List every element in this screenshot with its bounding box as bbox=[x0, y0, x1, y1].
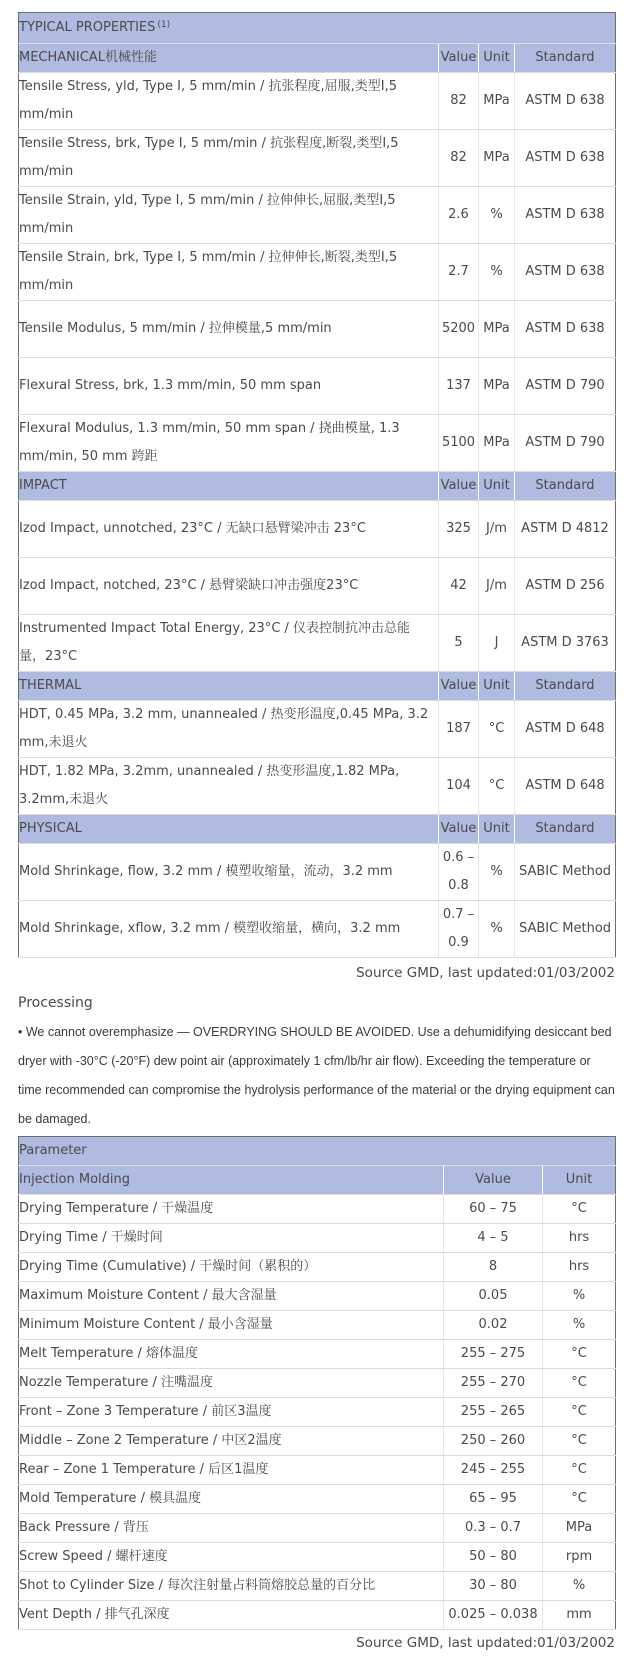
property-standard: SABIC Method bbox=[515, 901, 616, 958]
processing-value: 60 – 75 bbox=[444, 1195, 543, 1224]
property-label: Flexural Modulus, 1.3 mm/min, 50 mm span / 挠曲模量, 1.3 mm/min, 50 mm 跨距 bbox=[19, 415, 439, 472]
property-value: 2.6 bbox=[439, 187, 479, 244]
property-value: 5200 bbox=[439, 301, 479, 358]
property-row bbox=[19, 501, 616, 558]
section-header: PHYSICAL bbox=[19, 815, 439, 844]
processing-unit: % bbox=[543, 1282, 616, 1311]
processing-label: Drying Time / 干燥时间 bbox=[19, 1224, 444, 1253]
properties-title-note: (1) bbox=[157, 20, 171, 30]
value-header: Value bbox=[439, 815, 479, 844]
processing-label: Back Pressure / 背压 bbox=[19, 1514, 444, 1543]
parameter-header: Parameter bbox=[19, 1137, 616, 1166]
processing-label: Drying Time (Cumulative) / 干燥时间（累积的） bbox=[19, 1253, 444, 1282]
property-standard: ASTM D 790 bbox=[515, 415, 616, 472]
property-label: Tensile Strain, brk, Type I, 5 mm/min / 拉伸伸长,断裂,类型I,5 mm/min bbox=[19, 244, 439, 301]
processing-label: Front – Zone 3 Temperature / 前区3温度 bbox=[19, 1398, 444, 1427]
section-header: THERMAL bbox=[19, 672, 439, 701]
property-row bbox=[19, 701, 616, 758]
standard-header: Standard bbox=[515, 472, 616, 501]
property-standard: ASTM D 648 bbox=[515, 758, 616, 815]
processing-label: Screw Speed / 螺杆速度 bbox=[19, 1543, 444, 1572]
property-standard: SABIC Method bbox=[515, 844, 616, 901]
processing-source: Source GMD, last updated:01/03/2002 bbox=[356, 1635, 615, 1651]
processing-parameter-header-row bbox=[19, 1137, 616, 1166]
processing-value: 0.05 bbox=[444, 1282, 543, 1311]
processing-value: 255 – 275 bbox=[444, 1340, 543, 1369]
property-value: 82 bbox=[439, 130, 479, 187]
processing-row bbox=[19, 1456, 616, 1485]
processing-unit: °C bbox=[543, 1369, 616, 1398]
property-label: Tensile Stress, yld, Type I, 5 mm/min / 抗张程度,屈服,类型I,5 mm/min bbox=[19, 73, 439, 130]
property-standard: ASTM D 790 bbox=[515, 358, 616, 415]
property-value: 137 bbox=[439, 358, 479, 415]
property-row bbox=[19, 844, 616, 901]
processing-unit: °C bbox=[543, 1195, 616, 1224]
property-unit: % bbox=[479, 844, 515, 901]
property-label: HDT, 0.45 MPa, 3.2 mm, unannealed / 热变形温度,0.45 MPa, 3.2 mm,未退火 bbox=[19, 701, 439, 758]
property-row bbox=[19, 615, 616, 672]
property-value: 5100 bbox=[439, 415, 479, 472]
processing-unit: rpm bbox=[543, 1543, 616, 1572]
property-standard: ASTM D 638 bbox=[515, 301, 616, 358]
processing-unit: mm bbox=[543, 1601, 616, 1630]
property-value: 5 bbox=[439, 615, 479, 672]
property-row bbox=[19, 73, 616, 130]
processing-value: 8 bbox=[444, 1253, 543, 1282]
processing-row bbox=[19, 1601, 616, 1630]
processing-row bbox=[19, 1514, 616, 1543]
unit-header: Unit bbox=[479, 672, 515, 701]
processing-value: 250 – 260 bbox=[444, 1427, 543, 1456]
processing-unit: °C bbox=[543, 1427, 616, 1456]
processing-note: • We cannot overemphasize — OVERDRYING SHOULD BE AVOIDED. Use a dehumidifying desiccant bed dryer with -30°C (-20°F) dew point air (approximately 1 cfm/lb/hr air flow). Exceeding the temperature or time recommended can compromise the hydrolysis performance of the material or the drying equipment can be damaged. bbox=[18, 1025, 615, 1126]
property-value: 42 bbox=[439, 558, 479, 615]
property-row bbox=[19, 187, 616, 244]
processing-value: 0.02 bbox=[444, 1311, 543, 1340]
standard-header: Standard bbox=[515, 815, 616, 844]
property-unit: J bbox=[479, 615, 515, 672]
property-standard: ASTM D 648 bbox=[515, 701, 616, 758]
standard-header: Standard bbox=[515, 672, 616, 701]
processing-label: Melt Temperature / 熔体温度 bbox=[19, 1340, 444, 1369]
processing-row bbox=[19, 1398, 616, 1427]
processing-unit: hrs bbox=[543, 1253, 616, 1282]
injection-molding-header-row bbox=[19, 1166, 616, 1195]
property-value: 325 bbox=[439, 501, 479, 558]
processing-value-header: Value bbox=[444, 1166, 543, 1195]
section-header-row bbox=[19, 44, 616, 73]
property-unit: MPa bbox=[479, 73, 515, 130]
processing-table-body bbox=[19, 1137, 616, 1630]
property-unit: MPa bbox=[479, 130, 515, 187]
property-row bbox=[19, 415, 616, 472]
property-standard: ASTM D 638 bbox=[515, 187, 616, 244]
properties-title: TYPICAL PROPERTIES bbox=[19, 20, 156, 35]
property-label: Instrumented Impact Total Energy, 23°C / 仪表控制抗冲击总能量，23°C bbox=[19, 615, 439, 672]
processing-value: 50 – 80 bbox=[444, 1543, 543, 1572]
section-header: IMPACT bbox=[19, 472, 439, 501]
processing-label: Shot to Cylinder Size / 每次注射量占料筒熔胶总量的百分比 bbox=[19, 1572, 444, 1601]
property-unit: % bbox=[479, 187, 515, 244]
property-value: 82 bbox=[439, 73, 479, 130]
processing-unit: hrs bbox=[543, 1224, 616, 1253]
section-header-row bbox=[19, 672, 616, 701]
processing-row bbox=[19, 1253, 616, 1282]
property-value: 0.6 – 0.8 bbox=[439, 844, 479, 901]
processing-unit: % bbox=[543, 1311, 616, 1340]
unit-header: Unit bbox=[479, 44, 515, 73]
standard-header: Standard bbox=[515, 44, 616, 73]
page-content bbox=[18, 12, 615, 1658]
processing-label: Drying Temperature / 干燥温度 bbox=[19, 1195, 444, 1224]
value-header: Value bbox=[439, 672, 479, 701]
property-unit: % bbox=[479, 244, 515, 301]
processing-row bbox=[19, 1369, 616, 1398]
processing-unit-header: Unit bbox=[543, 1166, 616, 1195]
property-label: Tensile Strain, yld, Type I, 5 mm/min / 拉伸伸长,屈服,类型I,5 mm/min bbox=[19, 187, 439, 244]
unit-header: Unit bbox=[479, 472, 515, 501]
properties-table-body bbox=[19, 13, 616, 958]
processing-value: 65 – 95 bbox=[444, 1485, 543, 1514]
processing-value: 30 – 80 bbox=[444, 1572, 543, 1601]
processing-row bbox=[19, 1340, 616, 1369]
property-unit: °C bbox=[479, 758, 515, 815]
processing-row bbox=[19, 1224, 616, 1253]
property-row bbox=[19, 358, 616, 415]
property-label: Tensile Modulus, 5 mm/min / 拉伸模量,5 mm/min bbox=[19, 301, 439, 358]
processing-unit: % bbox=[543, 1572, 616, 1601]
property-row bbox=[19, 558, 616, 615]
processing-label: Vent Depth / 排气孔深度 bbox=[19, 1601, 444, 1630]
properties-source: Source GMD, last updated:01/03/2002 bbox=[356, 965, 615, 981]
processing-row bbox=[19, 1543, 616, 1572]
property-standard: ASTM D 638 bbox=[515, 73, 616, 130]
property-unit: % bbox=[479, 901, 515, 958]
processing-row bbox=[19, 1195, 616, 1224]
processing-label: Nozzle Temperature / 注嘴温度 bbox=[19, 1369, 444, 1398]
section-header-row bbox=[19, 815, 616, 844]
property-standard: ASTM D 3763 bbox=[515, 615, 616, 672]
processing-row bbox=[19, 1427, 616, 1456]
property-label: Izod Impact, notched, 23°C / 悬臂梁缺口冲击强度23°C bbox=[19, 558, 439, 615]
processing-label: Maximum Moisture Content / 最大含湿量 bbox=[19, 1282, 444, 1311]
processing-value: 0.025 – 0.038 bbox=[444, 1601, 543, 1630]
processing-unit: °C bbox=[543, 1485, 616, 1514]
property-unit: MPa bbox=[479, 358, 515, 415]
processing-unit: MPa bbox=[543, 1514, 616, 1543]
injection-molding-header: Injection Molding bbox=[19, 1166, 444, 1195]
property-label: Izod Impact, unnotched, 23°C / 无缺口悬臂梁冲击 23°C bbox=[19, 501, 439, 558]
property-value: 187 bbox=[439, 701, 479, 758]
processing-row bbox=[19, 1572, 616, 1601]
processing-value: 0.3 – 0.7 bbox=[444, 1514, 543, 1543]
property-row bbox=[19, 130, 616, 187]
property-label: Tensile Stress, brk, Type I, 5 mm/min / 抗张程度,断裂,类型I,5 mm/min bbox=[19, 130, 439, 187]
processing-row bbox=[19, 1311, 616, 1340]
section-header-row bbox=[19, 472, 616, 501]
processing-label: Middle – Zone 2 Temperature / 中区2温度 bbox=[19, 1427, 444, 1456]
property-value: 2.7 bbox=[439, 244, 479, 301]
properties-title-row bbox=[19, 13, 616, 44]
processing-value: 245 – 255 bbox=[444, 1456, 543, 1485]
property-standard: ASTM D 638 bbox=[515, 130, 616, 187]
property-unit: °C bbox=[479, 701, 515, 758]
property-unit: J/m bbox=[479, 558, 515, 615]
property-label: HDT, 1.82 MPa, 3.2mm, unannealed / 热变形温度,1.82 MPa, 3.2mm,未退火 bbox=[19, 758, 439, 815]
processing-label: Mold Temperature / 模具温度 bbox=[19, 1485, 444, 1514]
value-header: Value bbox=[439, 44, 479, 73]
processing-value: 255 – 265 bbox=[444, 1398, 543, 1427]
property-row bbox=[19, 301, 616, 358]
property-unit: J/m bbox=[479, 501, 515, 558]
processing-unit: °C bbox=[543, 1340, 616, 1369]
property-unit: MPa bbox=[479, 301, 515, 358]
property-value: 104 bbox=[439, 758, 479, 815]
property-row bbox=[19, 901, 616, 958]
property-label: Mold Shrinkage, flow, 3.2 mm / 模塑收缩量，流动，3.2 mm bbox=[19, 844, 439, 901]
unit-header: Unit bbox=[479, 815, 515, 844]
property-unit: MPa bbox=[479, 415, 515, 472]
processing-label: Minimum Moisture Content / 最小含湿量 bbox=[19, 1311, 444, 1340]
processing-value: 4 – 5 bbox=[444, 1224, 543, 1253]
processing-unit: °C bbox=[543, 1456, 616, 1485]
section-header: MECHANICAL机械性能 bbox=[19, 44, 439, 73]
property-label: Flexural Stress, brk, 1.3 mm/min, 50 mm span bbox=[19, 358, 439, 415]
processing-label: Rear – Zone 1 Temperature / 后区1温度 bbox=[19, 1456, 444, 1485]
processing-row bbox=[19, 1282, 616, 1311]
properties-title-cell bbox=[19, 13, 616, 44]
property-standard: ASTM D 638 bbox=[515, 244, 616, 301]
properties-table bbox=[18, 12, 616, 958]
value-header: Value bbox=[439, 472, 479, 501]
processing-value: 255 – 270 bbox=[444, 1369, 543, 1398]
processing-unit: °C bbox=[543, 1398, 616, 1427]
processing-title: Processing bbox=[18, 995, 93, 1011]
property-standard: ASTM D 4812 bbox=[515, 501, 616, 558]
processing-table bbox=[18, 1136, 616, 1630]
property-label: Mold Shrinkage, xflow, 3.2 mm / 模塑收缩量，横向，3.2 mm bbox=[19, 901, 439, 958]
processing-row bbox=[19, 1485, 616, 1514]
property-row bbox=[19, 244, 616, 301]
property-standard: ASTM D 256 bbox=[515, 558, 616, 615]
property-value: 0.7 – 0.9 bbox=[439, 901, 479, 958]
property-row bbox=[19, 758, 616, 815]
